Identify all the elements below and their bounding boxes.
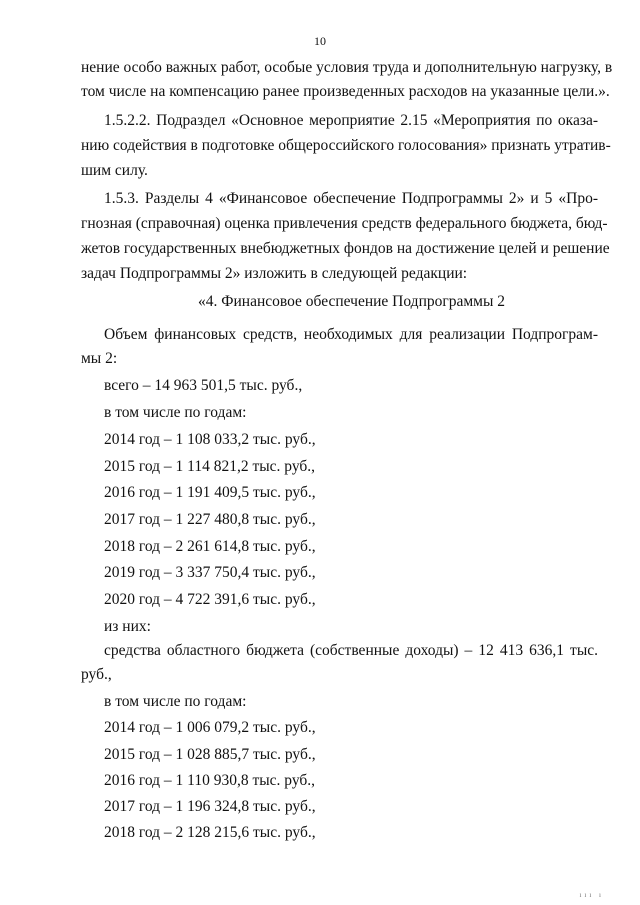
text-line: шим силу. xyxy=(81,162,148,179)
year-amount: 2014 год – 1 108 033,2 тыс. руб., xyxy=(104,431,316,448)
scan-mark: ııı ı xyxy=(579,891,604,899)
year-amount: 2019 год – 3 337 750,4 тыс. руб., xyxy=(104,564,316,581)
section-heading: «4. Финансовое обеспечение Подпрограммы 2 xyxy=(198,293,506,310)
text-line: средства областного бюджета (собственные доходы) – 12 413 636,1 тыс. xyxy=(104,642,598,659)
text-line: руб., xyxy=(81,666,112,683)
text-line: в том числе по годам: xyxy=(104,693,247,710)
text-line: жетов государственных внебюджетных фондов на достижение целей и решение xyxy=(81,240,610,257)
text-line: в том числе по годам: xyxy=(104,404,247,421)
page-number: 10 xyxy=(314,34,326,48)
year-amount: 2017 год – 1 227 480,8 тыс. руб., xyxy=(104,511,316,528)
year-amount: 2018 год – 2 261 614,8 тыс. руб., xyxy=(104,538,316,555)
text-line: мы 2: xyxy=(81,350,118,367)
text-line: гнозная (справочная) оценка привлечения средств федерального бюджета, бюд- xyxy=(81,215,608,232)
year-amount: 2014 год – 1 006 079,2 тыс. руб., xyxy=(104,719,316,736)
total-amount: всего – 14 963 501,5 тыс. руб., xyxy=(104,377,303,394)
year-amount: 2015 год – 1 028 885,7 тыс. руб., xyxy=(104,746,316,763)
text-line: нию содействия в подготовке общероссийского голосования» признать утратив- xyxy=(81,137,611,154)
year-amount: 2016 год – 1 191 409,5 тыс. руб., xyxy=(104,484,316,501)
text-line: Объем финансовых средств, необходимых для реализации Подпрограм- xyxy=(104,326,598,343)
text-line: нение особо важных работ, особые условия труда и дополнительную нагрузку, в xyxy=(81,59,613,76)
year-amount: 2016 год – 1 110 930,8 тыс. руб., xyxy=(104,772,316,789)
text-line: 1.5.3. Разделы 4 «Финансовое обеспечение Подпрограммы 2» и 5 «Про- xyxy=(104,190,598,207)
year-amount: 2015 год – 1 114 821,2 тыс. руб., xyxy=(104,458,316,475)
year-amount: 2020 год – 4 722 391,6 тыс. руб., xyxy=(104,591,316,608)
text-line: из них: xyxy=(104,618,151,635)
text-line: том числе на компенсацию ранее произведенных расходов на указанные цели.». xyxy=(81,83,610,100)
text-line: 1.5.2.2. Подраздел «Основное мероприятие 2.15 «Мероприятия по оказа- xyxy=(104,112,598,129)
text-line: задач Подпрограммы 2» изложить в следующей редакции: xyxy=(81,265,468,282)
year-amount: 2017 год – 1 196 324,8 тыс. руб., xyxy=(104,798,316,815)
year-amount: 2018 год – 2 128 215,6 тыс. руб., xyxy=(104,824,316,841)
